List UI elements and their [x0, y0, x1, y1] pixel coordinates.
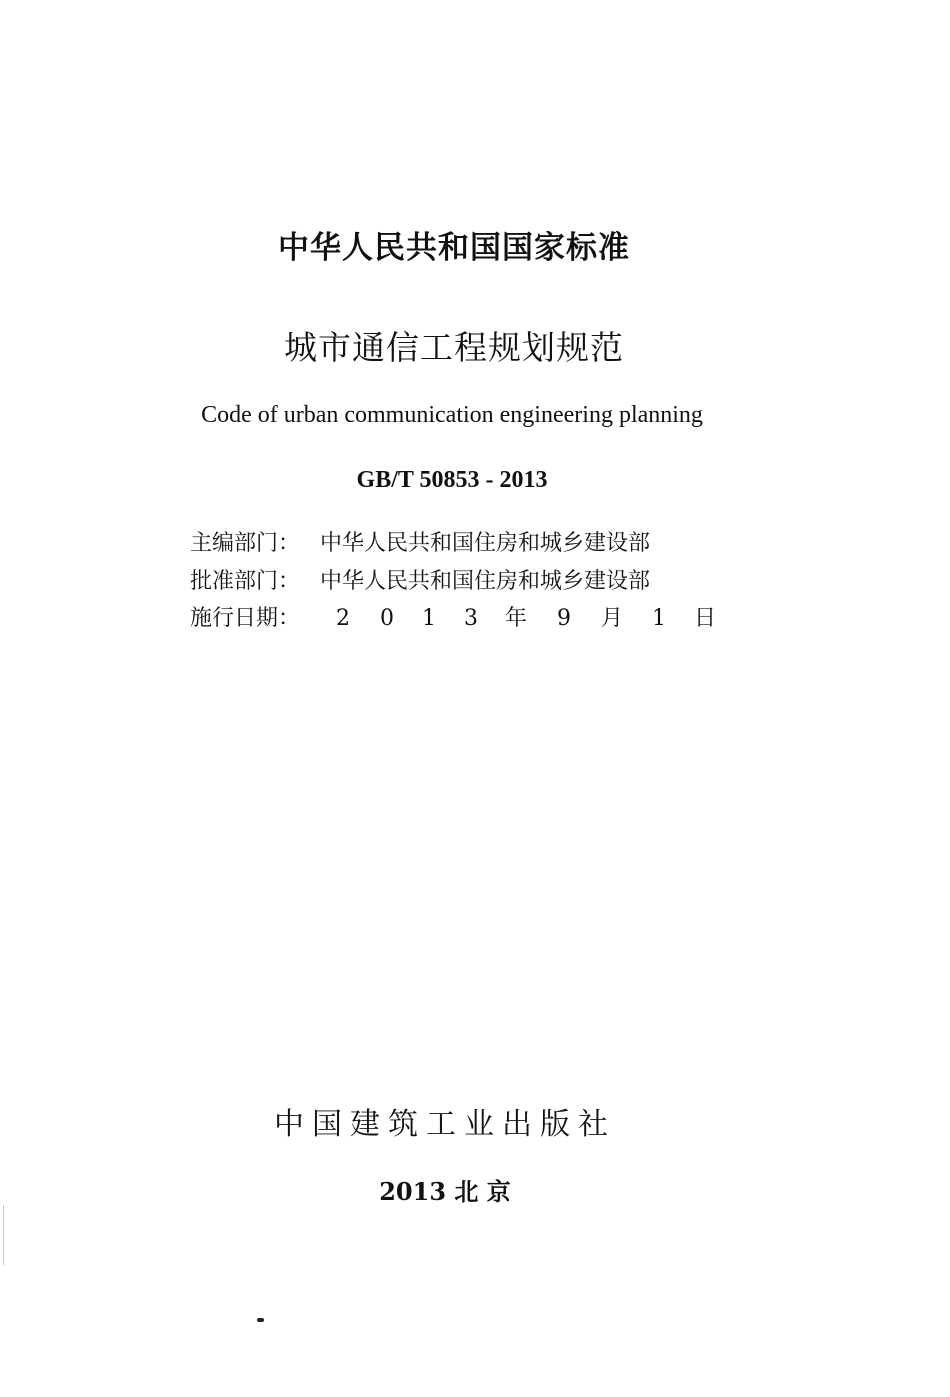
effective-date-part: 0 — [380, 606, 394, 631]
editor-department-label: 主编部门： — [190, 531, 301, 556]
scan-speck — [257, 1318, 264, 1322]
document-title-chinese: 城市通信工程规划规范 — [284, 328, 624, 367]
effective-date-label: 施行日期： — [190, 606, 301, 631]
approver-department-row — [190, 564, 720, 600]
publisher-name: 中国建筑工业出版社 — [274, 1107, 616, 1142]
effective-date-part: 1 — [422, 606, 436, 631]
approver-department-label: 批准部门： — [190, 569, 301, 594]
editor-department-row — [190, 526, 720, 562]
standard-type-heading: 中华人民共和国国家标准 — [278, 230, 630, 266]
effective-date-part: 月 — [600, 606, 623, 631]
document-title-english: Code of urban communication engineering planning — [201, 402, 703, 428]
approver-department-value: 中华人民共和国住房和城乡建设部 — [320, 569, 651, 594]
scan-edge-line — [3, 1205, 4, 1265]
effective-date-row — [190, 601, 720, 637]
effective-date-part: 年 — [504, 606, 527, 631]
effective-date-part: 9 — [557, 606, 571, 631]
publication-year-place: 2013 北 京 — [379, 1177, 511, 1206]
effective-date-part: 1 — [652, 606, 666, 631]
effective-date-part: 2 — [336, 606, 350, 631]
effective-date-part: 日 — [693, 606, 716, 631]
standard-code: GB/T 50853 - 2013 — [356, 467, 548, 493]
editor-department-value: 中华人民共和国住房和城乡建设部 — [320, 531, 651, 556]
effective-date-part: 3 — [464, 606, 478, 631]
